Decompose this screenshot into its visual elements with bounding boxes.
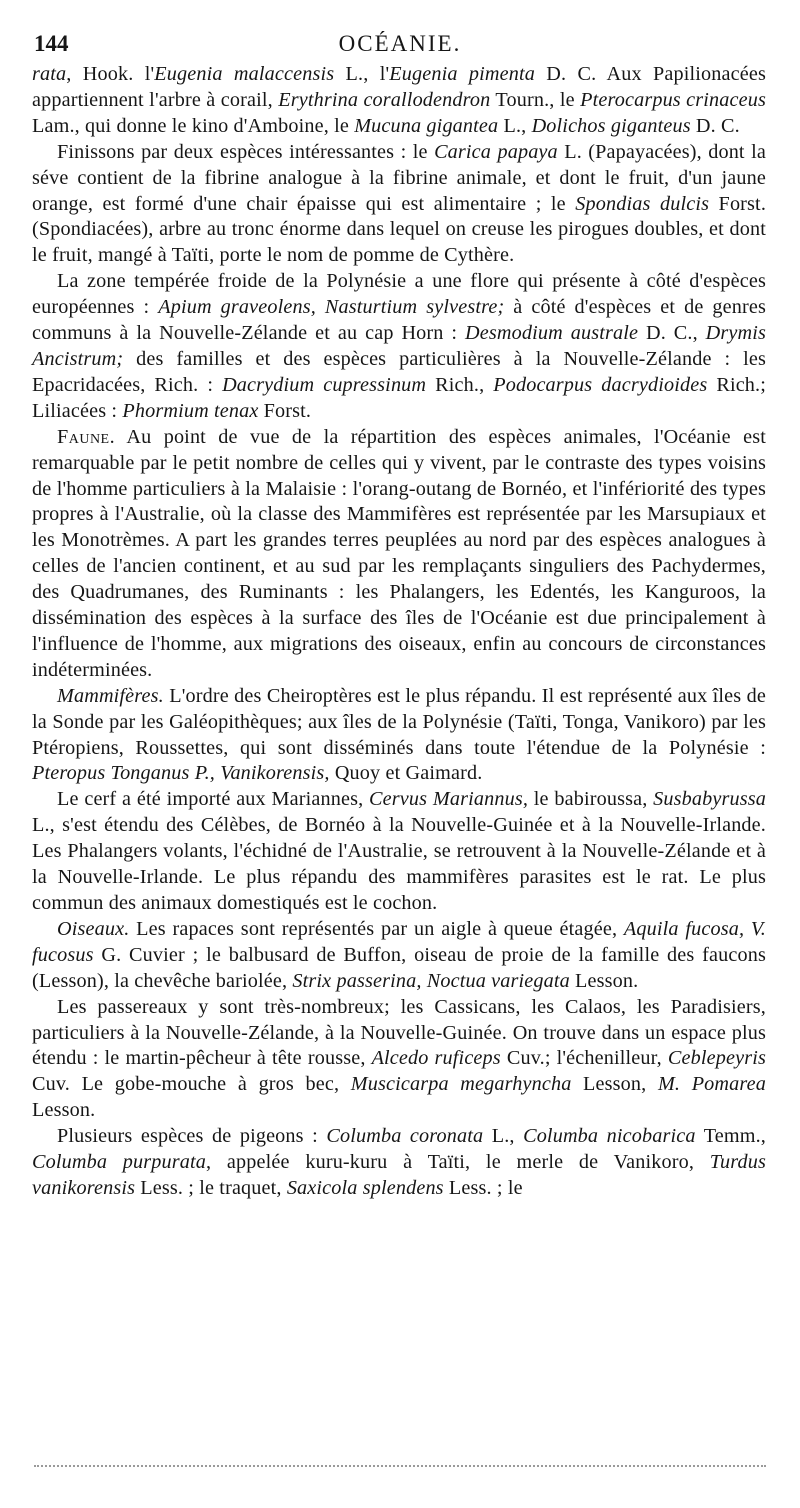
page-header: [34, 28, 766, 60]
section-heading-mammiferes: Mammifères.: [57, 684, 164, 707]
paragraph-oiseaux: Oiseaux. Les rapaces sont représentés par un aigle à queue étagée, Aquila fucosa, V. fucosus G. Cuvier ; le balbusard de Buffon, oiseau de proie de la famille des faucons (Lesson), la chevêche bariolée, Strix passerina, Noctua variegata Lesson.: [32, 917, 766, 992]
body-text: [32, 62, 766, 1202]
footer-divider: [34, 1465, 766, 1467]
paragraph-temperate-zone: La zone tempérée froide de la Polynésie a une flore qui présente à côté d'espèces européennes : Apium graveolens, Nasturtium sylvestre; à côté d'espèces et de genres communs à la Nouvelle-Zélande et au cap Horn : Desmodium australe D. C., Drymis Ancistrum; des familles et des espèces particulières à la Nouvelle-Zélande : les Epacridacées, Rich. : Dacrydium cupressinum Rich., Podocarpus dacrydioides Rich.; Liliacées : Phormium tenax Forst.: [32, 270, 767, 422]
paragraph-cerf: Le cerf a été importé aux Mariannes, Cervus Mariannus, le babiroussa, Susbabyrussa L., s'est étendu des Célèbes, de Bornéo à la Nouvelle-Guinée et à la Nouvelle-Irlande. Les Phalangers volants, l'échidné de l'Australie, se retrouvent à la Nouvelle-Zélande et à la Nouvelle-Irlande. Le plus répandu des mammifères parasites est le rat. Le plus commun des animaux domestiqués est le cochon.: [32, 788, 767, 914]
paragraph-faune: Faune. Au point de vue de la répartition des espèces animales, l'Océanie est remarquable par le petit nombre de celles qui y vivent, par le contraste des types voisins de l'homme particuliers à la Malaisie : l'orang-outang de Bornéo, et l'infériorité des types propres à l'Australie, où la classe des Mammifères est représentée par les Marsupiaux et les Monotrèmes. A part les grandes terres peuplées au nord par des espèces analogues à celles de l'ancien continent, et au sud par les remplaçants singuliers des Pachydermes, des Quadrumanes, des Ruminants : les Phalangers, les Edentés, les Kanguroos, la dissémination des espèces à la surface des îles de l'Océanie est due principalement à l'influence de l'homme, aux migrations des oiseaux, enfin au concours de circonstances indéterminées.: [32, 425, 766, 681]
running-title: OCÉANIE.: [338, 31, 462, 56]
paragraph-mammiferes: Mammifères. L'ordre des Cheiroptères est le plus répandu. Il est représenté aux îles de la Sonde par les Galéopithèques; aux îles de la Polynésie (Taïti, Tonga, Vanikoro) par les Ptéropiens, Roussettes, qui sont disséminés dans toute l'étendue de la Polynésie : Pteropus Tonganus P., Vanikorensis, Quoy et Gaimard.: [32, 684, 766, 785]
paragraph-flora-continued: rata, Hook. l'Eugenia malaccensis L., l'Eugenia pimenta D. C. Aux Papilionacées appartiennent l'arbre à corail, Erythrina corallodendron Tourn., le Pterocarpus crinaceus Lam., qui donne le kino d'Amboine, le Mucuna gigantea L., Dolichos giganteus D. C.: [32, 63, 767, 137]
section-heading-oiseaux: Oiseaux.: [57, 917, 130, 940]
paragraph-papaya: Finissons par deux espèces intéressantes : le Carica papaya L. (Papayacées), dont la séve contient de la fibrine analogue à la fibrine animale, et dont le fruit, d'un jaune orange, est formé d'une chair épaisse qui est alimentaire ; le Spondias dulcis Forst. (Spondiacées), arbre au tronc énorme dans lequel on creuse les pirogues doubles, et dont le fruit, mangé à Taïti, porte le nom de pomme de Cythère.: [32, 140, 767, 267]
section-heading-faune: Faune.: [57, 425, 116, 448]
paragraph-passereaux: Les passereaux y sont très-nombreux; les Cassicans, les Calaos, les Paradisiers, particuliers à la Nouvelle-Zélande, à la Nouvelle-Guinée. On trouve dans un espace plus étendu : le martin-pêcheur à tête rousse, Alcedo ruficeps Cuv.; l'échenilleur, Ceblepeyris Cuv. Le gobe-mouche à gros bec, Muscicarpa megarhyncha Lesson, M. Pomarea Lesson.: [32, 995, 766, 1122]
page-number: 144: [34, 31, 69, 56]
paragraph-pigeons: Plusieurs espèces de pigeons : Columba coronata L., Columba nicobarica Temm., Columba purpurata, appelée kuru-kuru à Taïti, le merle de Vanikoro, Turdus vanikorensis Less. ; le traquet, Saxicola splendens Less. ; le: [32, 1125, 766, 1199]
